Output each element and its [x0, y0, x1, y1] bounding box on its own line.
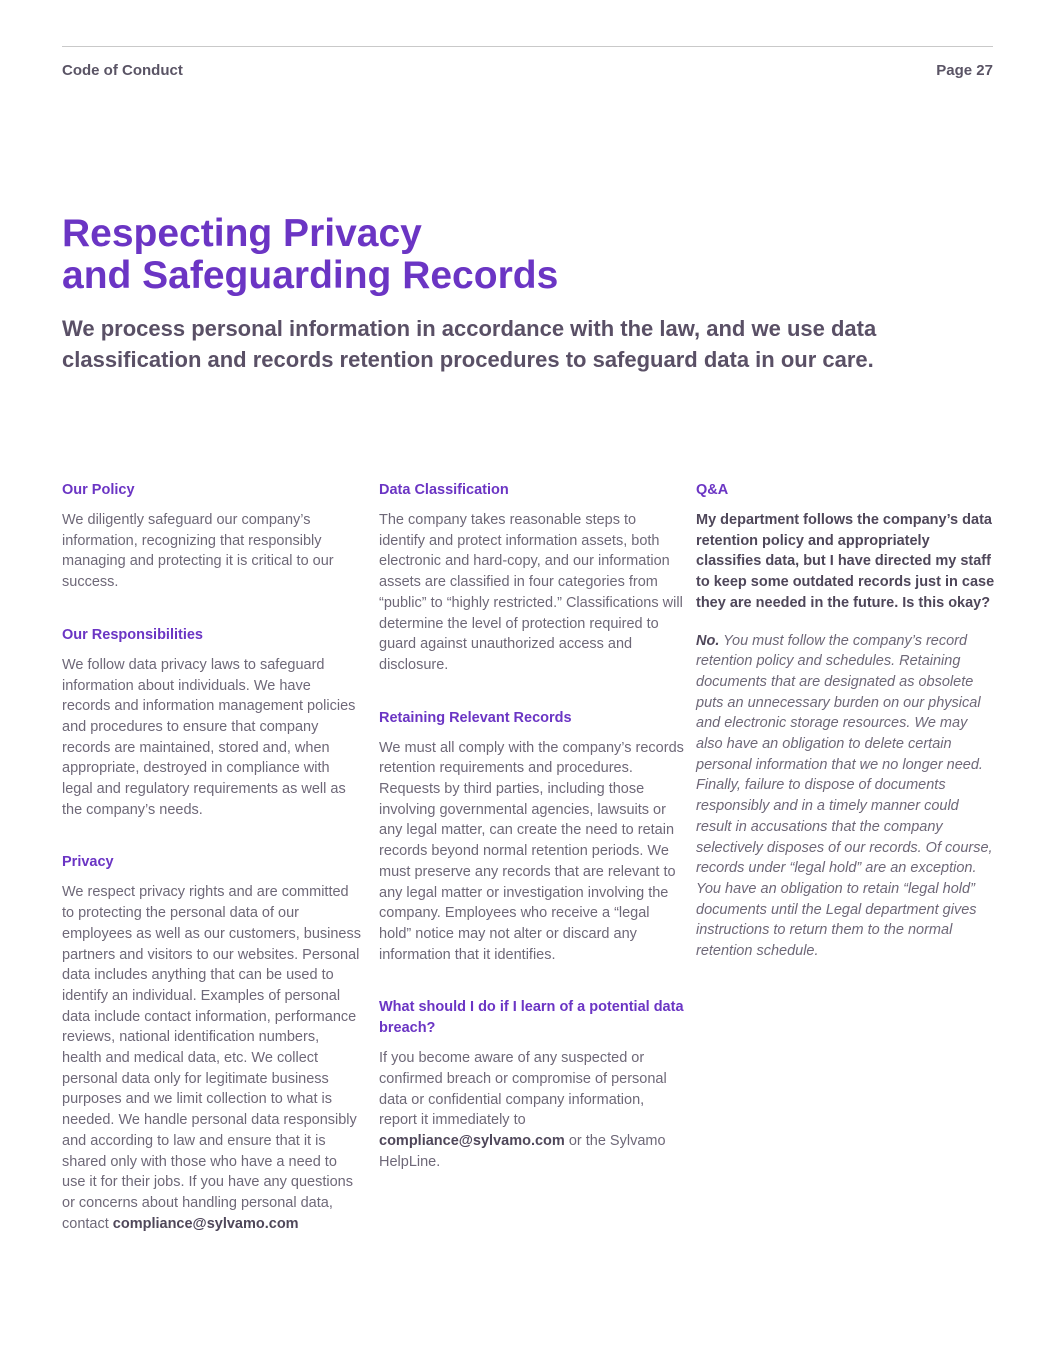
- qa-question: My department follows the company’s data retention policy and appropriately classifies data, but I have directed my staff to keep some outdated records just in case they are needed in the future. Is this okay?: [696, 512, 995, 611]
- page-number: Page 27: [936, 62, 993, 79]
- section-heading-retaining: Retaining Relevant Records: [379, 709, 572, 726]
- qa-answer-lead: No.: [696, 632, 720, 649]
- qa-answer: [696, 631, 996, 962]
- section-body-breach: [379, 1048, 684, 1172]
- breach-body-after: or the Sylvamo HelpLine.: [379, 1133, 666, 1170]
- title-line-1: Respecting Privacy: [62, 212, 422, 255]
- title-line-2: and Safeguarding Records: [62, 254, 559, 297]
- section-heading-breach: What should I do if I learn of a potential data breach?: [379, 999, 684, 1037]
- section-body-responsibilities: We follow data privacy laws to safeguard information about individuals. We have records and information management policies and procedures to ensure that company records are maintained, stored and, when appropriate, destroyed in compliance with legal and regulatory requirements as well as the company’s needs.: [62, 656, 356, 818]
- section-heading-policy: Our Policy: [62, 482, 135, 498]
- breach-body-before: If you become aware of any suspected or confirmed breach or compromise of personal data or confidential company information, report it immediately to: [379, 1050, 667, 1129]
- section-heading-classification: Data Classification: [379, 482, 509, 498]
- section-heading-responsibilities: Our Responsibilities: [62, 626, 203, 643]
- page-title: [62, 213, 558, 297]
- document-title: Code of Conduct: [62, 62, 183, 79]
- column-left: [62, 480, 362, 1266]
- section-body-classification: The company takes reasonable steps to identify and protect information assets, both electronic and hard-copy, and our information assets are classified in four categories from “public” to “highly restricted.” Classifications will determine the level of protection required to guard against unauthorized access and disclosure.: [379, 512, 683, 673]
- qa-answer-text: You must follow the company’s record retention policy and schedules. Retaining documents that are designated as obsolete puts an unnecessary burden on our physical and electronic storage resources. We may also have an obligation to delete certain personal information that we no longer need. Finally, failure to dispose of documents responsibly and in a timely manner could result in accusations that the company selectively disposes of our records. Of course, records under “legal hold” are an exception. You have an obligation to retain “legal hold” documents until the Legal department gives instructions to return them to the normal retention schedule.: [696, 632, 993, 960]
- section-body-retaining: We must all comply with the company’s records retention requirements and procedures. Requests by third parties, including those involving governmental agencies, lawsuits or any legal matter, can create the need to retain records beyond normal retention periods. We must preserve any records that are relevant to any legal matter or investigation involving the company. Employees who receive a “legal hold” notice may not alter or discard any information that it identifies.: [379, 739, 684, 963]
- qa-heading: Q&A: [696, 482, 729, 498]
- privacy-body-text: We respect privacy rights and are committed to protecting the personal data of our employees as well as our customers, business partners and visitors to our websites. Personal data includes anything that can be used to identify an individual. Examples of personal data include contact information, performance reviews, national identification numbers, health and medical data, etc. We collect personal data only for legitimate business purposes and we limit collection to what is needed. We handle personal data responsibly and according to law and ensure that it is shared only with those who have a need to use it for their jobs. If you have any questions or concerns about handling personal data, contact: [62, 884, 361, 1232]
- compliance-email-link[interactable]: compliance@sylvamo.com: [112, 1215, 299, 1232]
- section-body-privacy: [62, 882, 362, 1234]
- breach-compliance-email-link[interactable]: compliance@sylvamo.com: [379, 1133, 565, 1150]
- column-middle: [379, 480, 684, 1205]
- column-right-qa: [696, 480, 996, 962]
- section-heading-privacy: Privacy: [62, 854, 114, 871]
- header-rule: [62, 46, 993, 47]
- page-subtitle: We process personal information in accordance with the law, and we use data classification and records retention procedures to safeguard data in our care.: [62, 316, 877, 372]
- section-body-policy: We diligently safeguard our company’s information, recognizing that responsibly managing and protecting it is critical to our success.: [62, 512, 334, 591]
